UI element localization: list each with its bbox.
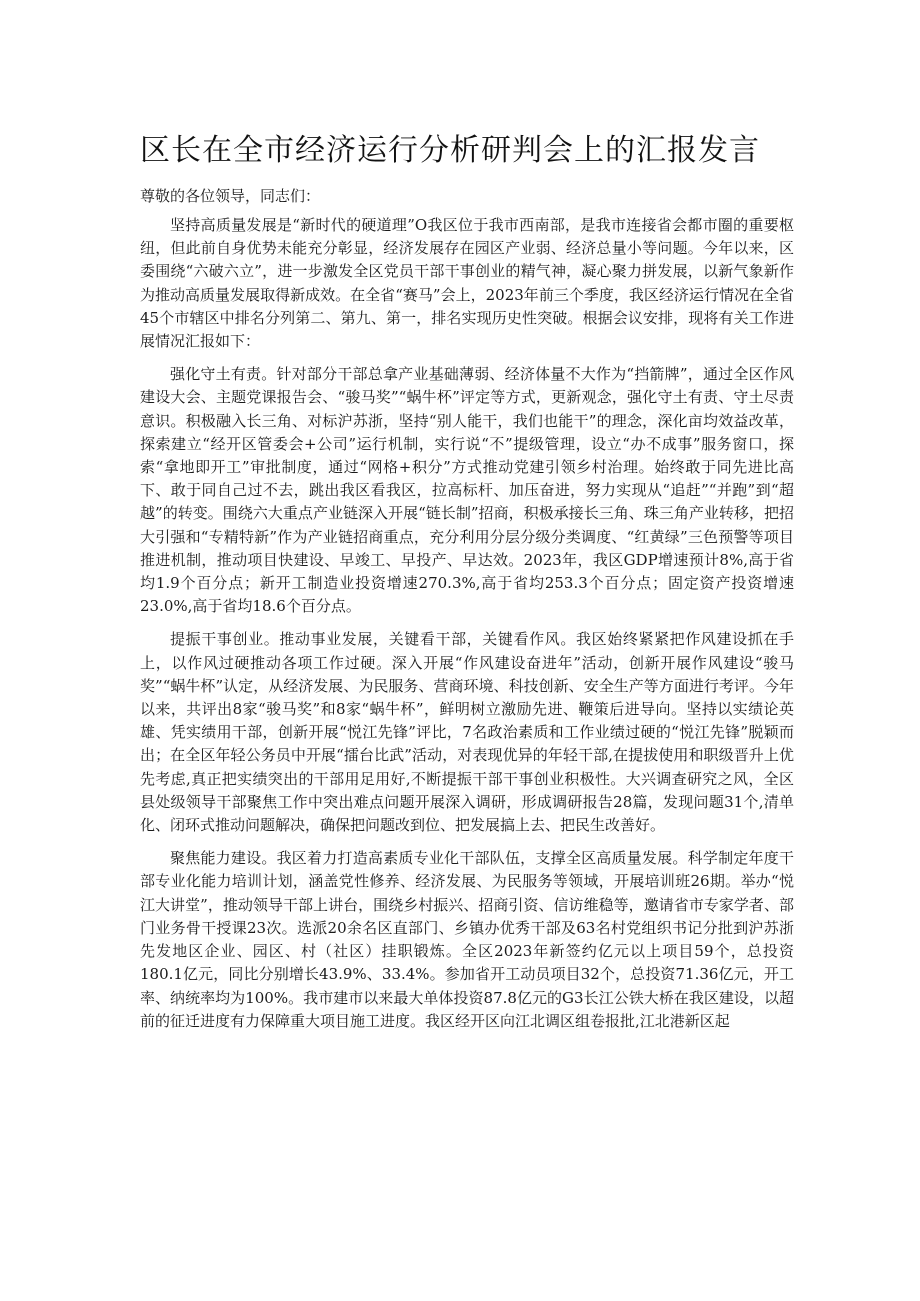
paragraph-responsibility: 强化守土有责。针对部分干部总拿产业基础薄弱、经济体量不大作为“挡箭牌”，通过全区作风建设大会、主题党课报告会、“骏马奖”“蜗牛杯”评定等方式，更新观念，强化守土有责、守土尽责意识。积极融入长三角、对标沪苏浙，坚持“别人能干，我们也能干”的理念，深化亩均效益改革，探索建立“经开区管委会+公司”运行机制，实行说“不”提级管理，设立“办不成事”服务窗口，探索“拿地即开工”审批制度，通过“网格+积分”方式推动党建引领乡村治理。始终敢于同先进比高下、敢于同自己过不去，跳出我区看我区，拉高标杆、加压奋进，努力实现从“追赶”“并跑”到“超越”的转变。围绕六大重点产业链深入开展“链长制”招商，积极承接长三角、珠三角产业转移，把招大引强和“专精特新”作为产业链招商重点，充分利用分层分级分类调度、“红黄绿”三色预警等项目推进机制，推动项目快建设、早竣工、早投产、早达效。2023年，我区GDP增速预计8%,高于省均1.9个百分点；新开工制造业投资增速270.3%,高于省均253.3个百分点；固定资产投资增速23.0%,高于省均18.6个百分点。 <box>140 365 794 616</box>
salutation: 尊敬的各位领导，同志们： <box>140 187 321 205</box>
paragraph-entrepreneurship: 提振干事创业。推动事业发展，关键看干部，关键看作风。我区始终紧紧把作风建设抓在手上，以作风过硬推动各项工作过硬。深入开展“作风建设奋进年”活动，创新开展作风建设“骏马奖”“蜗牛杯”认定，从经济发展、为民服务、营商环境、科技创新、安全生产等方面进行考评。今年以来，共评出8家“骏马奖”和8家“蜗牛杯”，鲜明树立激励先进、鞭策后进导向。坚持以实绩论英雄、凭实绩用干部，创新开展“悦江先锋”评比，7名政治素质和工作业绩过硬的“悦江先锋”脱颖而出；在全区年轻公务员中开展“擂台比武”活动，对表现优异的年轻干部,在提拔使用和职级晋升上优先考虑,真正把实绩突出的干部用足用好,不断提振干部干事创业积极性。大兴调查研究之风，全区县处级领导干部聚焦工作中突出难点问题开展深入调研，形成调研报告28篇，发现问题31个,清单化、闭环式推动问题解决，确保把问题改到位、把发展搞上去、把民生改善好。 <box>140 630 794 835</box>
document-page <box>140 0 794 1033</box>
paragraph-capacity-building: 聚焦能力建设。我区着力打造高素质专业化干部队伍，支撑全区高质量发展。科学制定年度干部专业化能力培训计划，涵盖党性修养、经济发展、为民服务等领域，开展培训班26期。举办“悦江大讲堂”，推动领导干部上讲台，围绕乡村振兴、招商引资、信访维稳等，邀请省市专家学者、部门业务骨干授课23次。选派20余名区直部门、乡镇办优秀干部及63名村党组织书记分批到沪苏浙先发地区企业、园区、村（社区）挂职锻炼。全区2023年新签约亿元以上项目59个，总投资180.1亿元，同比分别增长43.9%、33.4%。参加省开工动员项目32个，总投资71.36亿元，开工率、纳统率均为100%。我市建市以来最大单体投资87.8亿元的G3长江公铁大桥在我区建设，以超前的征迁进度有力保障重大项目施工进度。我区经开区向江北调区组卷报批,江北港新区起 <box>140 849 794 1030</box>
document-title: 区长在全市经济运行分析研判会上的汇报发言 <box>140 133 760 168</box>
paragraph-intro: 坚持高质量发展是“新时代的硬道理”O我区位于我市西南部，是我市连接省会都市圈的重要枢纽，但此前自身优势未能充分彰显，经济发展存在园区产业弱、经济总量小等问题。今年以来，区委围绕“六破六立”，进一步激发全区党员干部干事创业的精气神，凝心聚力拼发展，以新气象新作为推动高质量发展取得新成效。在全省“赛马”会上，2023年前三个季度，我区经济运行情况在全省45个市辖区中排名分列第二、第九、第一，排名实现历史性突破。根据会议安排，现将有关工作进展情况汇报如下： <box>140 216 794 351</box>
